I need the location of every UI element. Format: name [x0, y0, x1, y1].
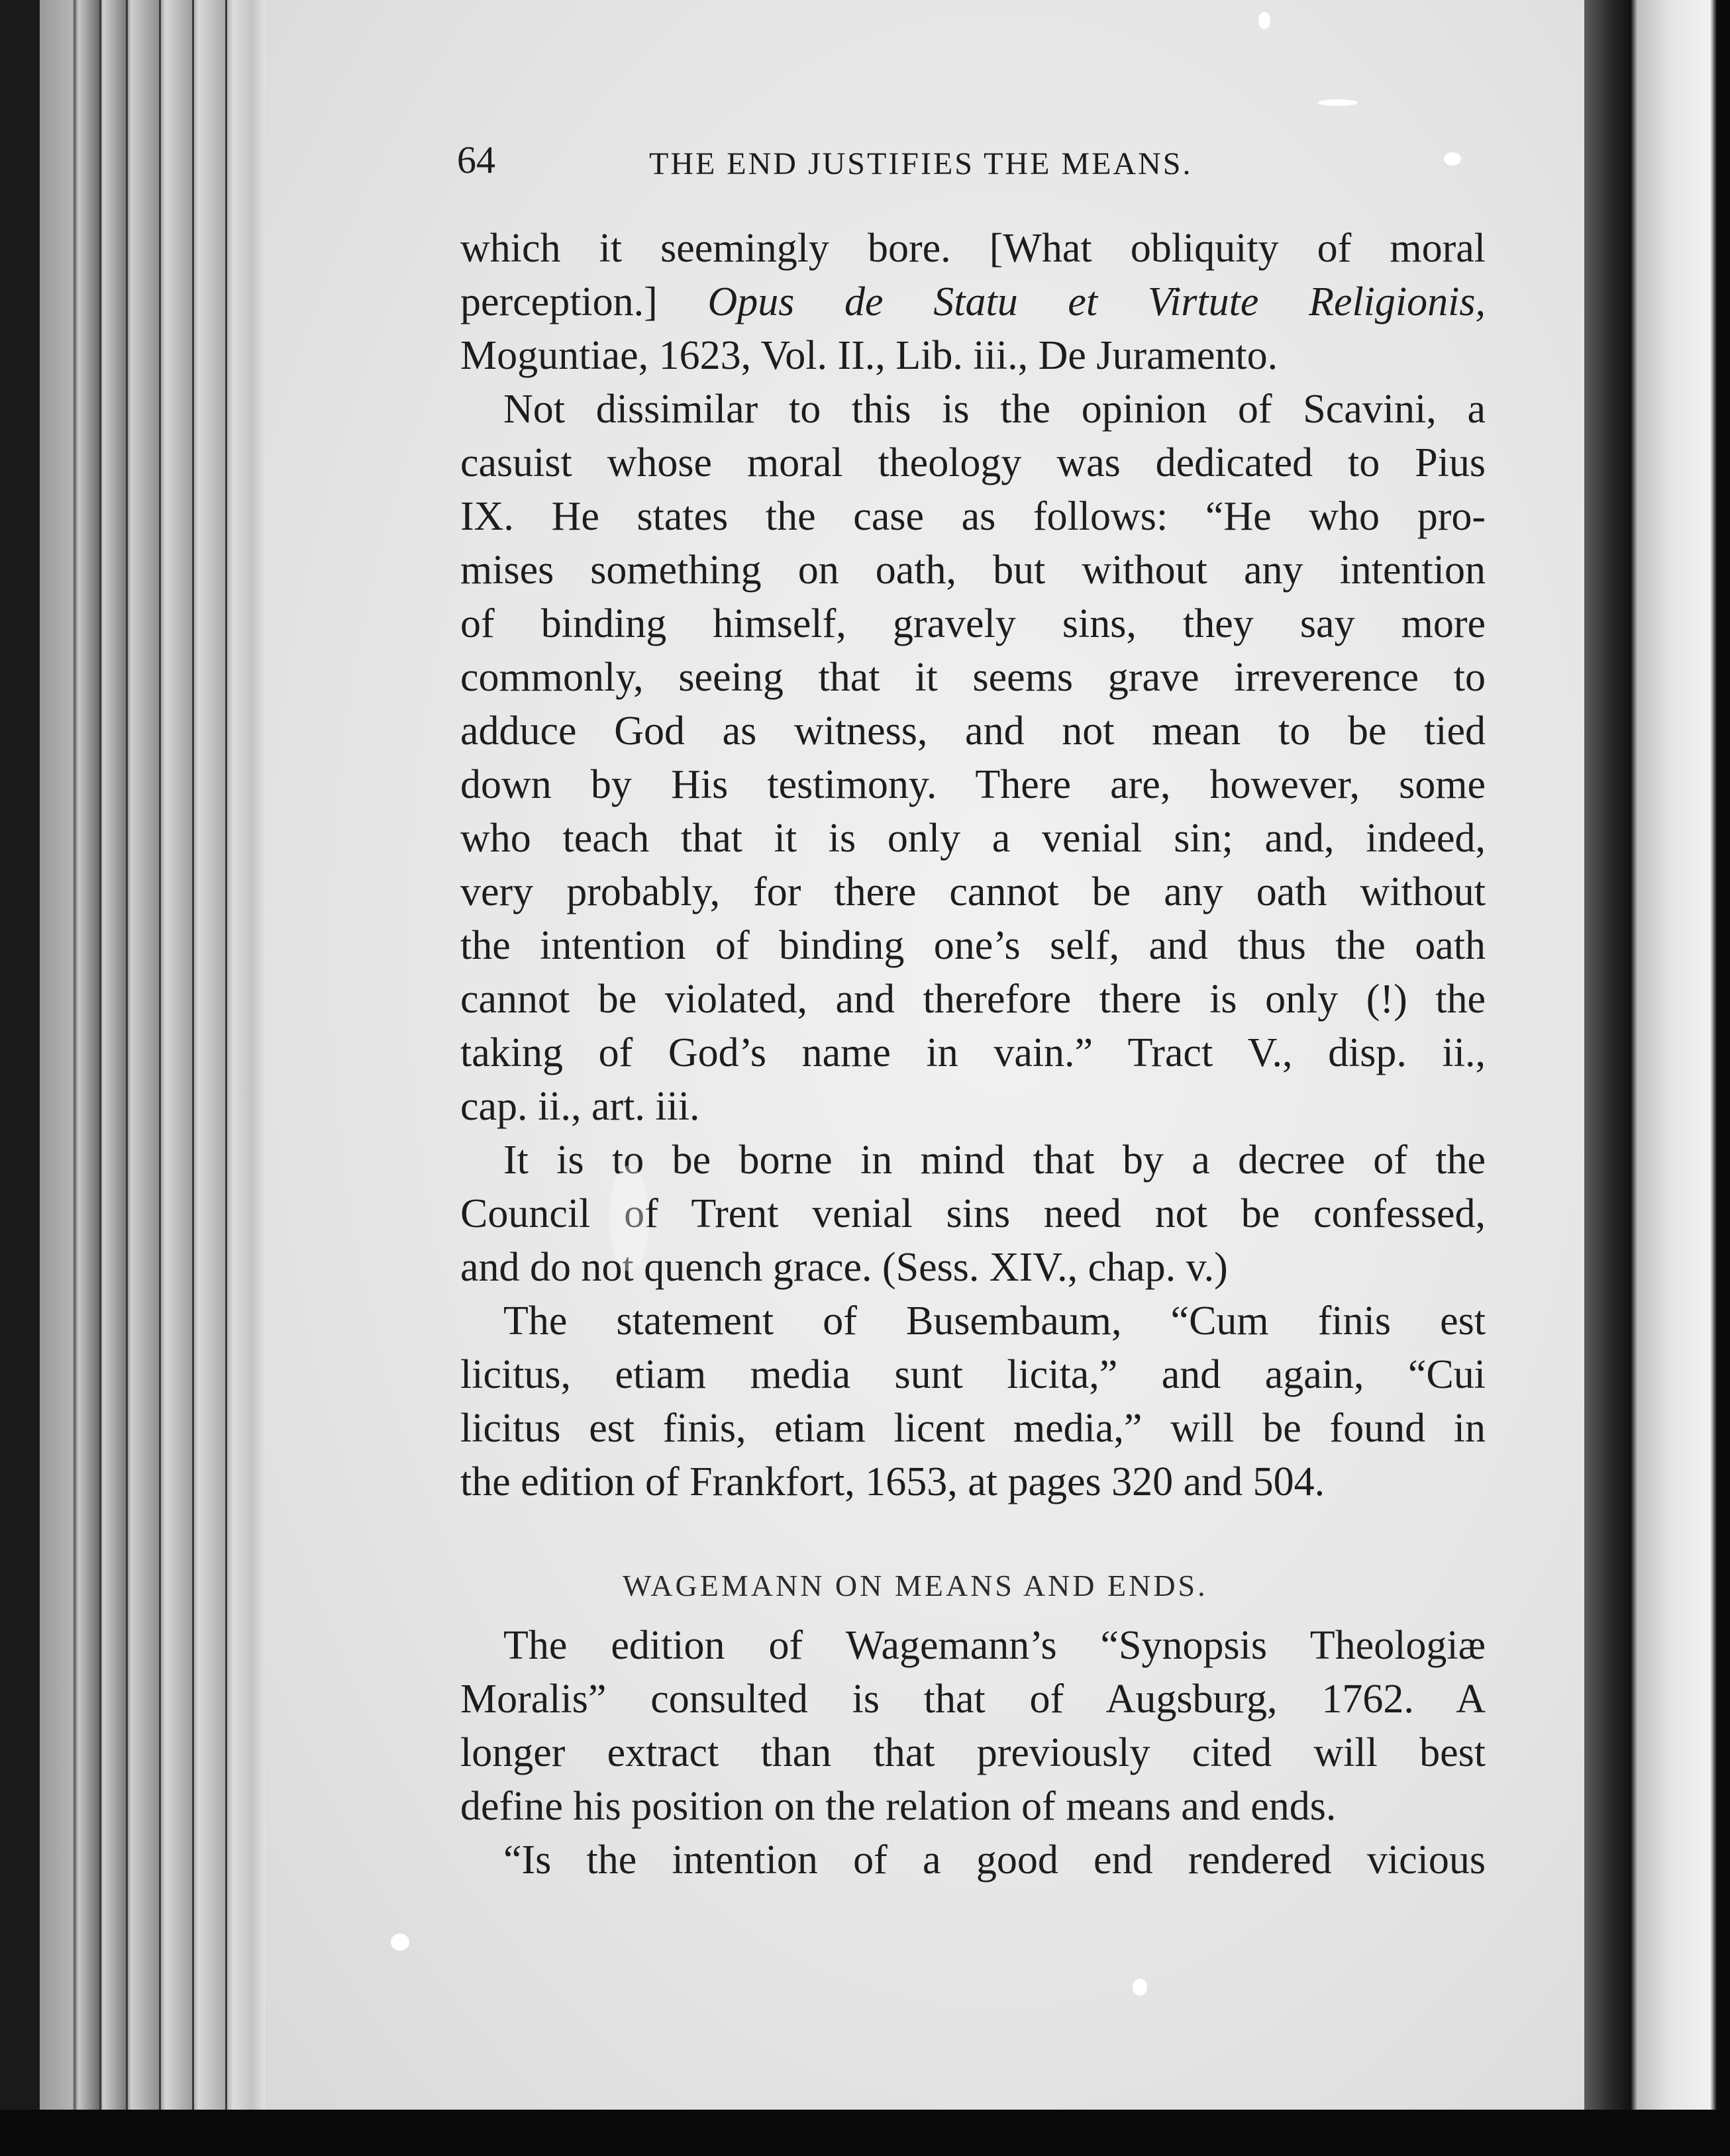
scan-speck	[1444, 152, 1461, 166]
text-line-content: and do not quench grace. (Sess. XIV., chap. v.)	[460, 1245, 1228, 1290]
text-line-content: licitus, etiam media sunt licita,” and again, “Cui	[460, 1352, 1486, 1397]
text-line-content: taking of God’s name in vain.” Tract V., disp. ii.,	[460, 1030, 1486, 1075]
text-line	[460, 1080, 1486, 1134]
page-number: 64	[457, 138, 495, 181]
text-line	[460, 705, 1486, 758]
running-head: THE END JUSTIFIES THE MEANS.	[649, 146, 1193, 181]
book-page	[265, 0, 1603, 2112]
text-line-content: which it seemingly bore. [What obliquity of moral	[460, 226, 1486, 271]
text-line-content: cannot be violated, and therefore there is only (!) the	[460, 977, 1486, 1022]
text-line-content: the intention of binding one’s self, and thus the oath	[460, 923, 1486, 968]
text-line-content: The statement of Busembaum, “Cum finis est	[503, 1298, 1486, 1344]
scan-speck	[1258, 12, 1270, 29]
page-edge-line	[225, 0, 227, 2119]
text-line	[460, 1295, 1486, 1348]
page-edge-line	[159, 0, 161, 2119]
text-line	[460, 222, 1486, 275]
scan-glare	[609, 1165, 649, 1271]
text-line	[460, 758, 1486, 812]
text-line	[460, 865, 1486, 919]
text-line-content: very probably, for there cannot be any oath without	[460, 869, 1486, 914]
text-line	[460, 1348, 1486, 1402]
scan-speck	[391, 1934, 409, 1951]
italic-title: Opus de Statu et Virtute Religionis,	[707, 279, 1486, 324]
text-line-content: Moguntiae, 1623, Vol. II., Lib. iii., De Juramento.	[460, 333, 1278, 378]
text-line	[460, 383, 1486, 436]
text-line-content: the edition of Frankfort, 1653, at pages 320 and 504.	[460, 1459, 1325, 1504]
section-heading: WAGEMANN ON MEANS AND ENDS.	[623, 1569, 1208, 1602]
text-line-content: who teach that it is only a venial sin; and, indeed,	[460, 816, 1486, 861]
text-line-content: Moralis” consulted is that of Augsburg, 1762. A	[460, 1677, 1486, 1722]
page-header	[457, 138, 1583, 191]
text-line-content: cap. ii., art. iii.	[460, 1084, 700, 1129]
text-line	[460, 1402, 1486, 1455]
book-page-edges	[0, 0, 265, 2156]
page-edge-line	[192, 0, 194, 2119]
text-line-content: longer extract than that previously cited will best	[460, 1730, 1486, 1775]
text-line-content: perception.]	[460, 279, 708, 324]
text-line	[460, 973, 1486, 1026]
text-line	[460, 1673, 1486, 1726]
text-line	[460, 1726, 1486, 1780]
text-line	[460, 651, 1486, 705]
text-line-content: It is to be borne in mind that by a decree of the	[503, 1138, 1486, 1183]
text-line	[460, 1619, 1486, 1673]
text-line	[460, 919, 1486, 973]
text-line	[460, 1455, 1486, 1509]
text-line-content: define his position on the relation of means and ends.	[460, 1784, 1337, 1829]
text-line-content: IX. He states the case as follows: “He who pro-	[460, 494, 1486, 539]
body-text	[460, 222, 1486, 1509]
scan-speck	[1133, 1979, 1147, 1996]
section-body-text	[460, 1619, 1486, 1887]
scan-speck	[1318, 99, 1358, 106]
text-line	[460, 1134, 1486, 1187]
text-line-content: down by His testimony. There are, however, some	[460, 762, 1486, 807]
text-line-content: casuist whose moral theology was dedicated to Pius	[460, 440, 1486, 485]
text-line-content: “Is the intention of a good end rendered vicious	[503, 1838, 1486, 1883]
text-line-content: The edition of Wagemann’s “Synopsis Theologiæ	[503, 1623, 1486, 1668]
text-line-content: of binding himself, gravely sins, they say more	[460, 601, 1486, 646]
text-line	[460, 1780, 1486, 1834]
text-line	[460, 275, 1486, 329]
scan-bottom-border	[0, 2110, 1730, 2156]
text-line-content: commonly, seeing that it seems grave irreverence to	[460, 655, 1486, 700]
text-line	[460, 436, 1486, 490]
text-line	[460, 812, 1486, 865]
text-line	[460, 597, 1486, 651]
text-line	[460, 1834, 1486, 1887]
text-line-content: licitus est finis, etiam licent media,” will be found in	[460, 1406, 1486, 1451]
text-line	[460, 490, 1486, 544]
text-line-content: adduce God as witness, and not mean to be tied	[460, 709, 1486, 754]
text-line	[460, 544, 1486, 597]
text-line-content: Council of Trent venial sins need not be confessed,	[460, 1191, 1486, 1236]
page-edge-line	[126, 0, 128, 2119]
book-binding-shadow	[1584, 0, 1730, 2156]
text-line-content: Not dissimilar to this is the opinion of Scavini, a	[503, 387, 1486, 432]
page-edge-line	[99, 0, 101, 2119]
text-line	[460, 329, 1486, 383]
text-line	[460, 1026, 1486, 1080]
text-line-content: mises something on oath, but without any intention	[460, 548, 1486, 593]
